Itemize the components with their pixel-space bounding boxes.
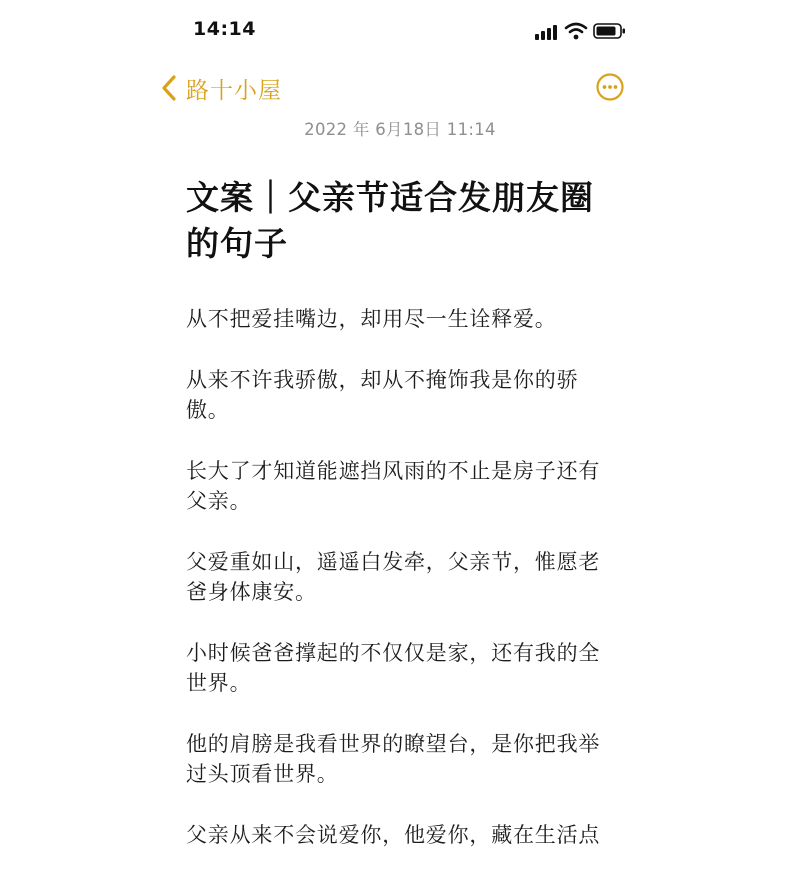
chevron-left-icon (160, 74, 178, 102)
status-time: 14:14 (193, 18, 256, 40)
note-title: 文案｜父亲节适合发朋友圈的句子 (186, 178, 594, 263)
back-button[interactable] (160, 70, 282, 106)
note-paragraph: 从不把爱挂嘴边，却用尽一生诠释爱。 (186, 307, 557, 331)
note-paragraph: 从来不许我骄傲，却从不掩饰我是你的骄傲。 (186, 368, 579, 422)
note-paragraph: 长大了才知道能遮挡风雨的不止是房子还有父亲。 (186, 459, 601, 513)
note-paragraph: 父亲从来不会说爱你，他爱你，藏在生活点 (186, 823, 601, 847)
status-icons (535, 22, 627, 42)
more-options-button[interactable] (595, 72, 625, 102)
note-paragraph: 小时候爸爸撑起的不仅仅是家，还有我的全世界。 (186, 641, 601, 695)
note-body[interactable] (186, 175, 616, 881)
battery-icon (593, 22, 627, 40)
back-label: 路十小屋 (186, 77, 282, 104)
note-paragraph: 他的肩膀是我看世界的瞭望台，是你把我举过头顶看世界。 (186, 732, 601, 786)
nav-bar (0, 62, 800, 114)
note-paragraph: 父爱重如山，遥遥白发牵，父亲节，惟愿老爸身体康安。 (186, 550, 601, 604)
status-bar (0, 0, 800, 62)
note-date: 2022 年 6月18日 11:14 (304, 120, 496, 139)
ellipsis-circle-icon (598, 75, 623, 100)
cellular-signal-icon (535, 23, 559, 41)
wifi-icon (564, 22, 588, 40)
